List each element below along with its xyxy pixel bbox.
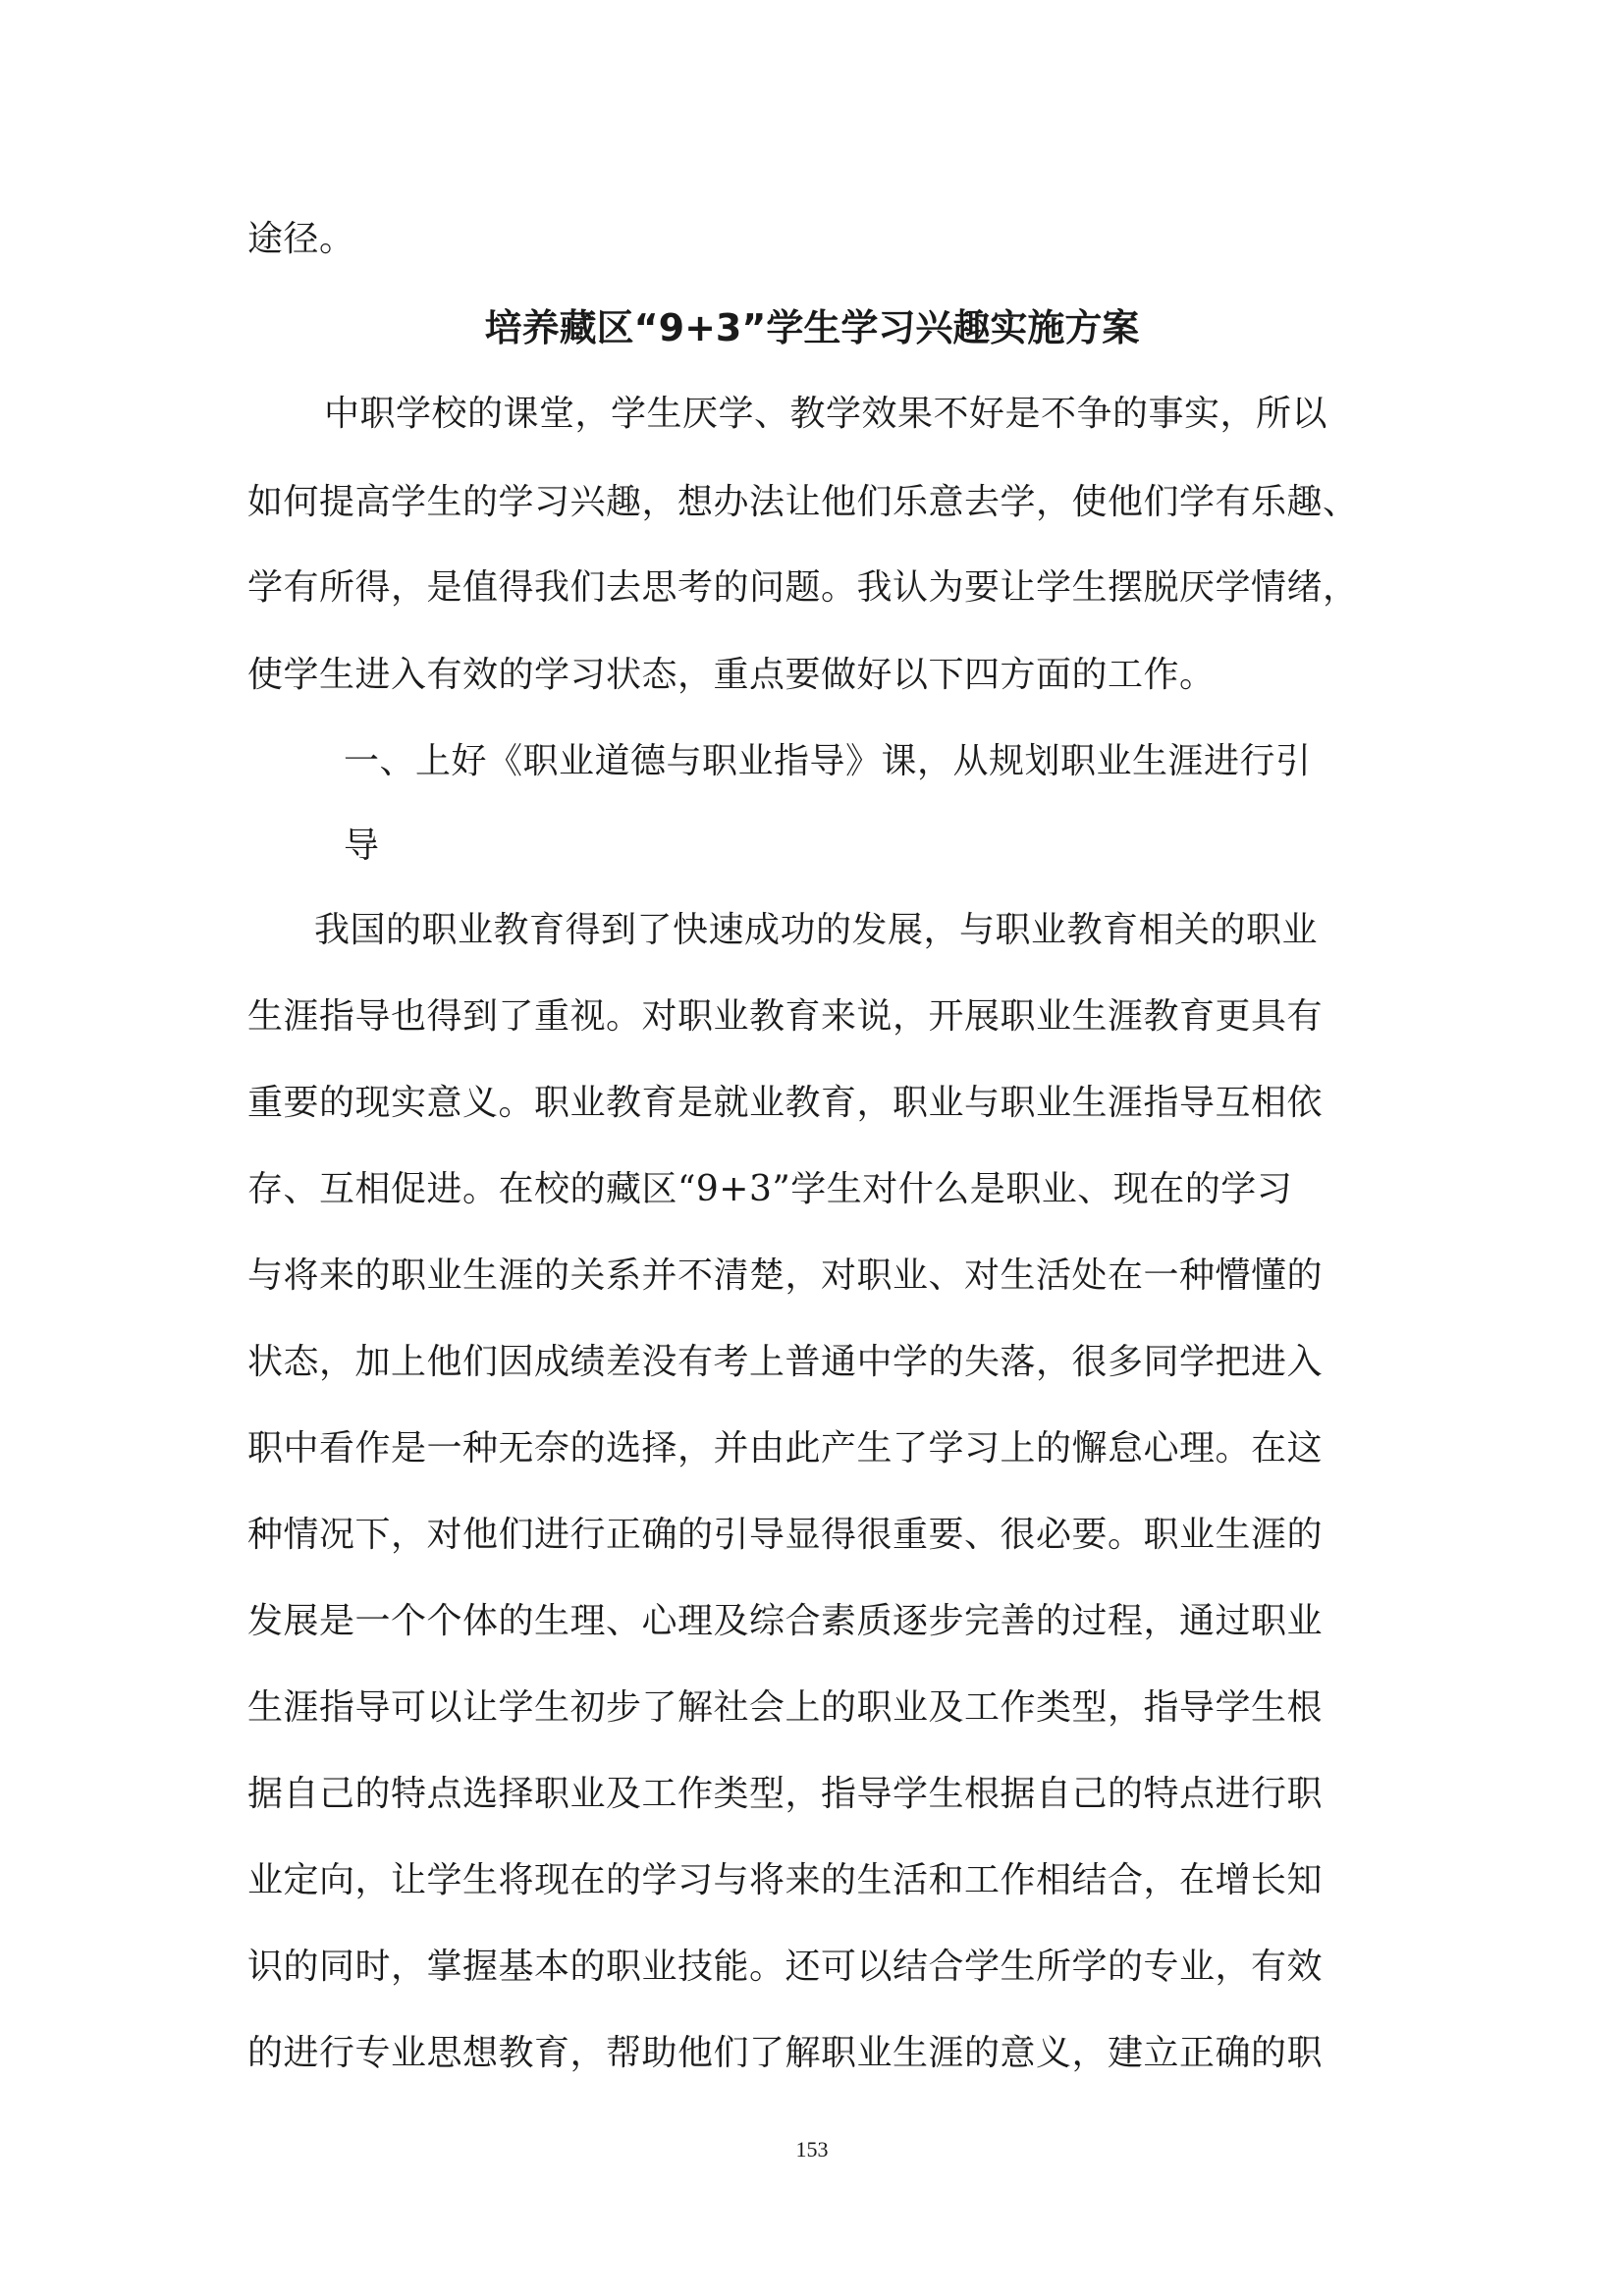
intro-line: 中职学校的课堂，学生厌学、教学效果不好是不争的事实，所以	[324, 394, 1328, 434]
body-line: 职中看作是一种无奈的选择，并由此产生了学习上的懈怠心理。在这	[247, 1428, 1324, 1468]
body-line: 存、互相促进。在校的藏区“9+3”学生对什么是职业、现在的学习	[247, 1169, 1293, 1209]
body-line: 重要的现实意义。职业教育是就业教育，职业与职业生涯指导互相依	[247, 1083, 1324, 1123]
body-line: 识的同时，掌握基本的职业技能。还可以结合学生所学的专业，有效	[247, 1947, 1324, 1987]
body-line: 据自己的特点选择职业及工作类型，指导学生根据自己的特点进行职	[247, 1774, 1324, 1814]
body-line: 生涯指导可以让学生初步了解社会上的职业及工作类型，指导学生根	[247, 1687, 1324, 1728]
page-number: 153	[795, 2137, 829, 2162]
body-line: 生涯指导也得到了重视。对职业教育来说，开展职业生涯教育更具有	[247, 996, 1324, 1037]
body-line: 的进行专业思想教育，帮助他们了解职业生涯的意义，建立正确的职	[247, 2033, 1324, 2073]
body-line: 我国的职业教育得到了快速成功的发展，与职业教育相关的职业	[314, 910, 1319, 950]
body-line: 发展是一个个体的生理、心理及综合素质逐步完善的过程，通过职业	[247, 1601, 1324, 1641]
body-line: 与将来的职业生涯的关系并不清楚，对职业、对生活处在一种懵懂的	[247, 1255, 1324, 1296]
intro-line: 使学生进入有效的学习状态，重点要做好以下四方面的工作。	[247, 655, 1216, 695]
body-line: 种情况下，对他们进行正确的引导显得很重要、很必要。职业生涯的	[247, 1515, 1324, 1555]
section-heading: 一、上好《职业道德与职业指导》课，从规划职业生涯进行引	[344, 741, 1312, 781]
document-title: 培养藏区“9+3”学生学习兴趣实施方案	[484, 306, 1140, 349]
body-line: 状态，加上他们因成绩差没有考上普通中学的失落，很多同学把进入	[247, 1342, 1324, 1382]
carryover-line: 途径。	[247, 219, 355, 259]
intro-line: 学有所得，是值得我们去思考的问题。我认为要让学生摆脱厌学情绪，	[247, 567, 1359, 608]
section-heading: 导	[344, 826, 380, 866]
body-line: 业定向，让学生将现在的学习与将来的生活和工作相结合，在增长知	[247, 1860, 1324, 1900]
intro-line: 如何提高学生的学习兴趣，想办法让他们乐意去学，使他们学有乐趣、	[247, 482, 1359, 522]
